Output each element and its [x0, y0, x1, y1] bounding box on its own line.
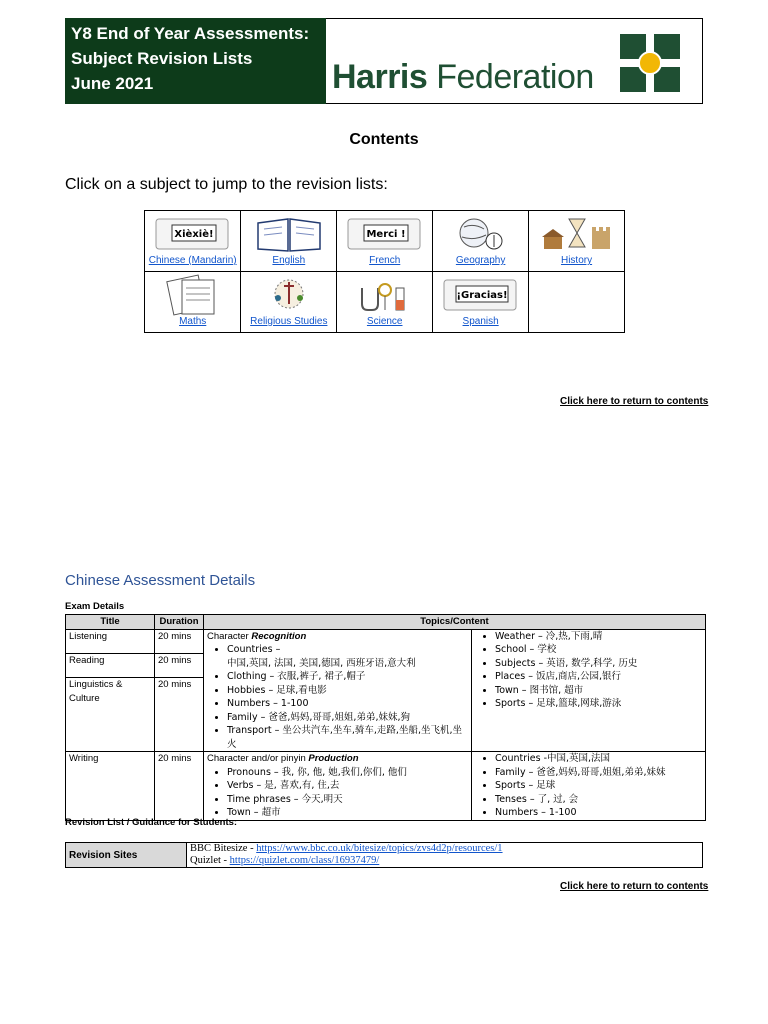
revision-sites-label: Revision Sites [66, 843, 187, 868]
subject-cell-science[interactable] [337, 272, 433, 333]
subject-cell-geography[interactable] [433, 211, 529, 272]
quizlet-prefix: Quizlet - [190, 855, 230, 866]
document-title-block [65, 18, 326, 104]
production-topics-right [472, 752, 706, 821]
subject-cell-history[interactable] [529, 211, 625, 272]
exam-details-label: Exam Details [65, 601, 125, 612]
contents-heading: Contents [349, 131, 419, 148]
quizlet-link[interactable]: https://quizlet.com/class/16937479/ [229, 855, 380, 866]
title-line-2: Subject Revision Lists [71, 49, 253, 68]
chinese-image-text: Xièxiè! [174, 229, 214, 240]
recognition-intro-em: Recognition [251, 630, 307, 642]
subject-link-history[interactable]: History [560, 255, 593, 266]
subject-cell-chinese[interactable] [145, 211, 241, 272]
bbc-bitesize-link[interactable]: https://www.bbc.co.uk/bitesize/topics/zvs4d2p/resources/1 [256, 843, 503, 854]
open-book-icon [248, 213, 330, 255]
brand-bold: Harris [332, 58, 428, 96]
recognition-topics-right [472, 629, 706, 752]
table-row [66, 752, 706, 821]
subject-cell-english[interactable] [241, 211, 337, 272]
production-intro-em: Production [308, 753, 359, 764]
hourglass-history-icon [536, 213, 618, 255]
subject-cell-spanish[interactable] [433, 272, 529, 333]
column-header-duration: Duration [155, 615, 204, 630]
chinese-section-heading: Chinese Assessment Details [65, 572, 256, 589]
globe-compass-icon [440, 213, 522, 255]
harris-federation-wordmark [332, 58, 594, 97]
production-intro: Character and/or pinyin [207, 753, 309, 764]
subject-link-french[interactable]: French [369, 255, 401, 266]
column-header-topics: Topics/Content [204, 615, 706, 630]
list-item: • Numbers – 1-100 [227, 697, 468, 711]
revision-sites-table [65, 842, 703, 868]
list-item: • Pronouns – 我, 你, 他, 她,我们,你们, 他们 [227, 766, 468, 780]
brand-rest: Federation [427, 58, 594, 96]
list-item: • Weather – 冷,热,下雨,晴 [495, 630, 702, 644]
title-line-3: June 2021 [71, 74, 154, 93]
row-title: Linguistics & Culture [66, 678, 155, 752]
spanish-image-text: ¡Gracias! [456, 290, 508, 301]
list-item: • Countries -中国,英国,法国 [495, 752, 702, 766]
subject-link-geography[interactable]: Geography [455, 255, 506, 266]
list-item: • Transport – 坐公共汽车,坐车,骑车,走路,坐船,坐飞机,坐火 [227, 724, 468, 751]
contents-intro: Click on a subject to jump to the revision lists: [65, 176, 388, 193]
subject-link-chinese[interactable]: Chinese (Mandarin) [148, 255, 237, 266]
list-item: • Subjects – 英语, 数学,科学, 历史 [495, 657, 702, 671]
row-title: Listening [66, 629, 155, 653]
religious-symbols-icon [248, 274, 330, 316]
list-item: • Town – 图书馆, 超市 [495, 684, 702, 698]
subject-cell-french[interactable] [337, 211, 433, 272]
bbc-prefix: BBC Bitesize - [190, 843, 257, 854]
list-item: • School – 学校 [495, 643, 702, 657]
subject-cell-maths[interactable] [145, 272, 241, 333]
row-duration: 20 mins [155, 752, 204, 821]
recognition-intro: Character [207, 630, 252, 642]
row-duration: 20 mins [155, 678, 204, 752]
subject-cell-religious-studies[interactable] [241, 272, 337, 333]
table-row [66, 843, 703, 868]
return-to-contents-link-2[interactable]: Click here to return to contents [560, 881, 709, 892]
list-item: • Sports – 足球,篮球,网球,游泳 [495, 697, 702, 711]
list-item: • Sports – 足球 [495, 779, 702, 793]
list-item: • Places – 饭店,商店,公园,银行 [495, 670, 702, 684]
countries-line: 中国,英国, 法国, 美国,德国, 西班牙语,意大利 [227, 657, 416, 669]
list-item: • Clothing – 衣服,裤子, 裙子,帽子 [227, 670, 468, 684]
subject-link-english[interactable]: English [272, 255, 306, 266]
row-duration: 20 mins [155, 629, 204, 653]
revision-sites-links [187, 843, 703, 868]
spanish-thanks-icon [440, 274, 522, 316]
french-thanks-icon [344, 213, 426, 255]
chinese-thanks-icon [152, 213, 234, 255]
list-item: • Town – 超市 [227, 806, 468, 820]
recognition-topics-left [204, 629, 472, 752]
return-to-contents-link-1[interactable]: Click here to return to contents [560, 396, 709, 407]
chinese-exam-table [65, 614, 706, 821]
subject-link-religious-studies[interactable]: Religious Studies [250, 316, 328, 327]
list-item: • Countries – 中国,英国, 法国, 美国,德国, 西班牙语,意大利 [227, 643, 468, 670]
column-header-title: Title [66, 615, 155, 630]
row-duration: 20 mins [155, 653, 204, 677]
subject-link-spanish[interactable]: Spanish [462, 316, 499, 327]
table-row [66, 629, 706, 653]
table-header-row [66, 615, 706, 630]
subject-link-maths[interactable]: Maths [179, 316, 207, 327]
harris-logo-icon [620, 34, 680, 92]
list-item: • Family – 爸爸,妈妈,哥哥,姐姐,弟弟,妹妹 [495, 766, 702, 780]
science-lab-icon [344, 274, 426, 316]
list-item: • Hobbies – 足球,看电影 [227, 684, 468, 698]
list-item: • Verbs – 是, 喜欢,有, 住,去 [227, 779, 468, 793]
french-image-text: Merci ! [366, 229, 406, 240]
list-item: • Time phrases – 今天,明天 [227, 793, 468, 807]
list-item: • Numbers – 1-100 [495, 806, 702, 820]
maths-papers-icon [152, 274, 234, 316]
list-item: • Family – 爸爸,妈妈,哥哥,姐姐,弟弟,妹妹,狗 [227, 711, 468, 725]
production-topics-left [204, 752, 472, 821]
list-item: • Tenses – 了, 过, 会 [495, 793, 702, 807]
guidance-label: Revision List / Guidance for Students: [65, 817, 238, 828]
row-title: Writing [66, 752, 155, 821]
title-line-1: Y8 End of Year Assessments: [71, 24, 310, 43]
row-title: Reading [66, 653, 155, 677]
subject-grid [144, 210, 625, 333]
subject-cell-empty [529, 272, 625, 333]
subject-link-science[interactable]: Science [366, 316, 403, 327]
